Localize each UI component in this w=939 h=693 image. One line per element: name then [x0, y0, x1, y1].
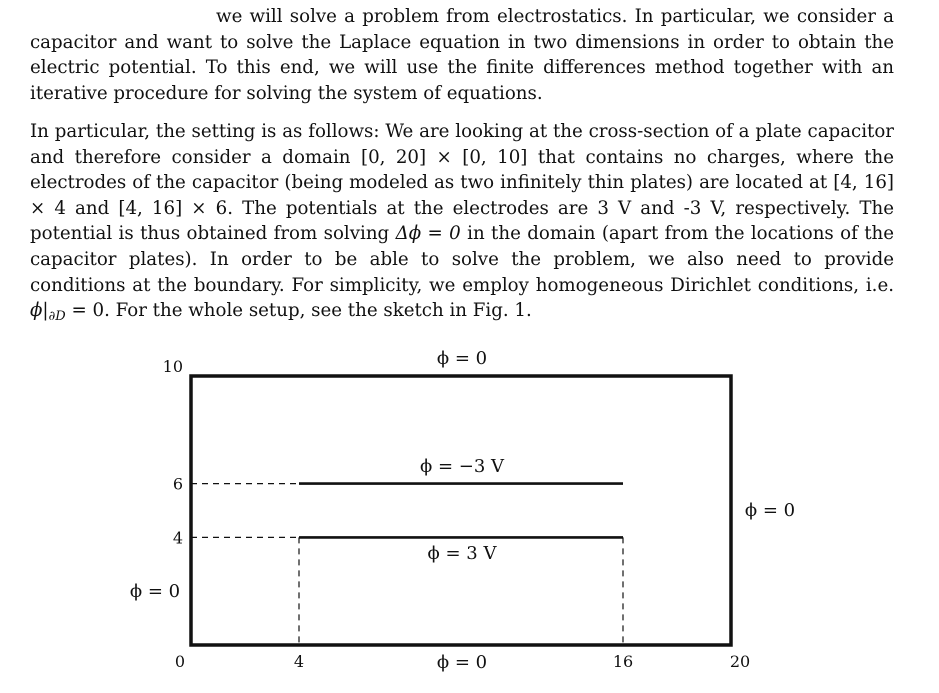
math-plate-upper: [4, 16] × 6: [118, 197, 228, 219]
y-tick-label: 10: [162, 357, 183, 376]
capacitor-sketch: [0, 340, 939, 693]
label-lower-plate-potential: ϕ = 3 V: [427, 543, 497, 564]
math-domain: [0, 20] × [0, 10]: [360, 146, 528, 168]
label-boundary-bottom: ϕ = 0: [436, 652, 488, 673]
math-plate-lower: [4, 16] × 4: [30, 172, 895, 219]
x-tick-label: 0: [174, 652, 186, 671]
math-voltage-upper: -3 V: [683, 197, 721, 219]
y-tick-label: 4: [172, 528, 183, 548]
y-tick-label: 6: [172, 474, 183, 494]
label-boundary-right: ϕ = 0: [744, 500, 796, 521]
x-tick-label: 16: [612, 652, 634, 671]
x-tick-label: 20: [729, 652, 751, 671]
text-run: that contains no charges, where the electrodes of the capacitor (being modeled as two infinitely thin plates) are located at: [30, 146, 894, 194]
math-voltage-lower: 3 V: [597, 197, 632, 219]
paragraph-intro: we will solve a problem from electrostatics. In particular, we consider a capacitor and want to solve the Laplace equation in two dimensions in order to obtain the electric potential. To this end, we will use the finite differences method together with an iterative procedure for solving the system of equations.: [30, 6, 894, 104]
text-run: , respectively. The potential is thus obtained from solving: [30, 197, 895, 245]
math-bc-rest: = 0: [65, 300, 105, 322]
math-bc-phi: ϕ|: [30, 300, 49, 322]
text-run: in the domain (apart from the locations of the capacitor plates). In order to be able to solve the problem, we also need to provide conditions at the boundary. For simplicity, we employ homogeneous Dirichlet conditions, i.e.: [30, 223, 895, 296]
label-boundary-left: ϕ = 0: [129, 581, 181, 602]
text-run: and: [65, 197, 119, 219]
math-bc-subscript: ∂D: [48, 309, 66, 325]
x-tick-label: 4: [293, 652, 305, 671]
label-upper-plate-potential: ϕ = −3 V: [419, 456, 505, 477]
math-laplace: Δϕ = 0: [395, 223, 461, 245]
text-run: In particular, the setting is as follows: We are looking at the cross-section of a plate capacitor and therefore consider a domain: [30, 121, 894, 168]
text-run: . For the whole setup, see the sketch in Fig. 1.: [104, 300, 532, 322]
label-boundary-top: ϕ = 0: [436, 348, 488, 369]
y-tick-labels: [163, 357, 183, 547]
domain-boundary: [191, 376, 731, 645]
text-run: . The potentials at the electrodes are: [227, 197, 598, 219]
paragraph-setting: [30, 119, 894, 324]
text-run: and: [631, 197, 684, 219]
